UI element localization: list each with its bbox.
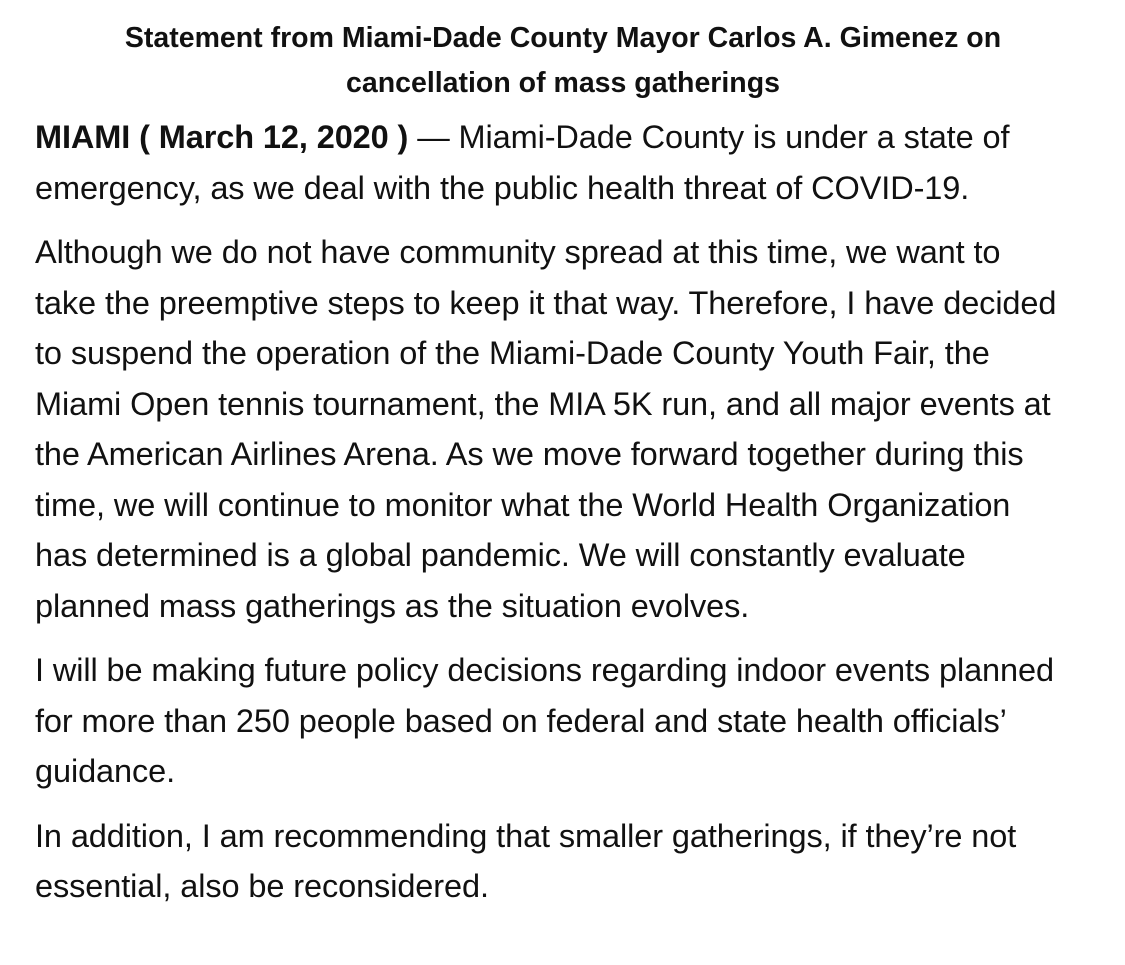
paragraph-line: has determined is a global pandemic. We will constantly evaluate <box>35 537 966 573</box>
paragraph-line: Miami Open tennis tournament, the MIA 5K run, and all major events at <box>35 385 1051 422</box>
cancellation-paragraph <box>35 227 1111 631</box>
paragraph-line: guidance. <box>35 753 176 789</box>
dateline: MIAMI ( March 12, 2020 ) <box>35 119 409 155</box>
paragraph-line: Although we do not have community spread at this time, we want to <box>35 234 1001 270</box>
paragraph-line: I will be making future policy decisions regarding indoor events planned <box>35 652 1054 688</box>
paragraph-line: essential, also be reconsidered. <box>35 868 489 904</box>
intro-paragraph <box>35 112 1111 213</box>
paragraph-line: emergency, as we deal with the public health threat of COVID-19. <box>35 169 970 206</box>
paragraph-line: for more than 250 people based on federal and state health officials’ <box>35 702 1007 739</box>
paragraph-line: planned mass gatherings as the situation evolves. <box>35 587 750 624</box>
recommendation-paragraph <box>35 811 1111 912</box>
intro-text: — Miami-Dade County is under a state of <box>408 119 1010 155</box>
policy-paragraph <box>35 645 1111 797</box>
paragraph-line: the American Airlines Arena. As we move forward together during this <box>35 436 1024 472</box>
title-line: cancellation of mass gatherings <box>346 67 780 99</box>
paragraph-line: take the preemptive steps to keep it that way. Therefore, I have decided <box>35 284 1057 321</box>
paragraph-line: to suspend the operation of the Miami-Dade County Youth Fair, the <box>35 335 990 371</box>
paragraph-line <box>35 112 1111 163</box>
title-line: Statement from Miami-Dade County Mayor Carlos A. Gimenez on <box>124 22 1002 54</box>
paragraph-line: time, we will continue to monitor what the World Health Organization <box>35 486 1011 523</box>
paragraph-line: In addition, I am recommending that smaller gatherings, if they’re not <box>35 817 1017 854</box>
statement-title <box>35 0 1111 106</box>
